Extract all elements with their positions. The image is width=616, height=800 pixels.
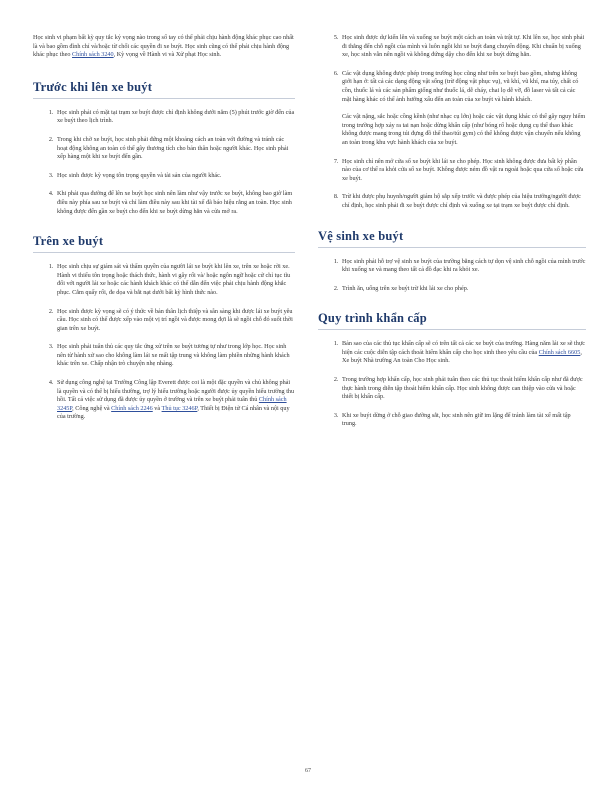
list-item: 1. Học sinh chịu sự giám sát và thẩm quyền của người lái xe buýt khi lên xe, trên xe hoặc rời xe. Hành vi thiếu tôn trọng hoặc thách thức, hành vi gây rối và/ hoặc ngôn ngữ hoặc cử chỉ tục tĩu đối với người lái xe hoặc các hành khách khác có thể dẫn đến việc phải chịu hành động khắc phục. Cắm quấy rối, đe dọa và bắt nạt dưới bất kỳ hình thức nào. [55,263,295,297]
list-item: 4. Khi phải qua đường để lên xe buýt học sinh nên làm như vậy trước xe buýt, không bao giờ làm điều này phía sau xe buýt và chỉ làm điều này sau khi tài xế đã báo hiệu rằng an toàn. Học sinh không được đến gần xe buýt cho đến khi xe buýt dừng hẳn và cửa mở ra. [55,190,295,216]
section-heading: Quy trình khẩn cấp [318,311,586,330]
list-item [340,340,586,366]
list-item-text: , Thiết bị Điện tử Cá nhân và nội quy của trường. [57,404,290,421]
list-item: 1. Học sinh phải có mặt tại trạm xe buýt được chỉ định không dưới năm (5) phút trước giờ đến của xe buýt theo lịch trình. [55,109,295,126]
list-item-text: Các vật dụng không được phép trong trường học cũng như trên xe buýt bao gồm, nhưng không giới hạn ở: tất cả các dạng động vật sống (trừ động vật phục vụ), vũ khí, vũ khí, ma túy, chất có cồn, thuốc lá và các sản phẩm giống như thuốc lá, dễ cháy, chai lọ dễ vỡ, đồ laser và tất cả các mặt hàng khác có thể ảnh hưởng xấu đến an toàn của xe buýt và hành khách. [342,69,579,103]
section-before-boarding [33,80,295,216]
section-on-bus [33,234,295,422]
list-item: 3. Học sinh phải tuân thủ các quy tắc ứng xử trên xe buýt tương tự như trong lớp học. Học sinh nên từ hành xử sao cho không làm lái xe mất tập trung và không làm phiền những hành khách khác trên xe. Chấp nhận trò chuyện nhẹ nhàng. [55,343,295,369]
list-item-text: và [154,404,161,412]
policy-2246-link[interactable]: Chính sách 2246 [111,404,153,412]
emergency-list [318,340,586,429]
section-emergency-procedures [318,311,586,429]
list-item [55,379,295,422]
list-item-text: Bản sao của các thủ tục khẩn cấp sẽ có trên tất cả các xe buýt của trường. Hàng năm lái xe sẽ thực hiện các cuộc diễn tập cách thoát hiểm khẩn cấp cho học sinh theo yêu cầu của [342,340,585,356]
policy-3240-link[interactable]: Chính sách 3240 [72,51,114,59]
on-bus-list [33,263,295,422]
intro-text-after: , Kỳ vọng về Hành vi và Xử phạt Học sinh. [113,51,222,59]
left-column [33,34,295,440]
list-item: 1. Học sinh phải hỗ trợ vệ sinh xe buýt của trường bằng cách tự dọn vệ sinh chỗ ngồi của mình trước khi xuống xe và mang theo tất cả đồ đạc khi ra khỏi xe. [340,258,586,275]
section-heading: Vệ sinh xe buýt [318,229,586,248]
list-item: 3. Khi xe buýt dừng ở chỗ giao đường sắt, học sinh nên giữ im lặng để tránh làm tài xế mất tập trung. [340,412,586,429]
on-bus-list-continued [318,34,586,211]
policy-6605-link[interactable]: Chính sách 6605 [538,348,581,356]
list-item: 2. Trong trường hợp khẩn cấp, học sinh phải tuân theo các thủ tục thoát hiểm khẩn cấp như đã được thực hành trong diễn tập thoát hiểm khẩn cấp. Học sinh không được can thiệp vào cửa và hoặc thiết bị khẩn cấp. [340,376,586,402]
list-item: 8. Trừ khi được phụ huynh/người giám hộ sắp xếp trước và được phép của hiệu trưởng/người được chỉ định, học sinh phải đi xe buýt được chỉ định và xuống xe tại trạm xe buýt được chỉ định. [340,193,586,210]
intro-paragraph [33,34,295,60]
list-item-text: Sử dụng công nghệ tại Trường Công lập Everett được coi là một đặc quyền và chủ không phải là quyền và có thể bị hiểu thường, trợ lý hiểu trường hoặc người được ủy quyền hiểu trưởng thu hồi. Tất cả việc sử dụng đã được ủy quyền ở trường và trên xe buýt phải tuân thủ [57,379,295,404]
list-item [340,70,586,148]
list-item: 2. Học sinh được kỳ vọng sẽ có ý thức về bản thân lịch thiệp và sẵn sàng khi được lái xe buýt yêu cầu. Học sinh có thể được xếp vào một vị trí ngồi và được mong đợi là sẽ ngồi chỗ đó suốt thời gian trên xe buýt. [55,308,295,334]
procedure-3246p-link[interactable]: Thủ tục 3246P [161,404,198,412]
page-number: 67 [305,768,311,774]
section-bus-cleaning [318,229,586,294]
list-item-text: , Công nghệ và [72,404,110,412]
list-item-subparagraph: Các vật nặng, sắc hoặc cồng kềnh (như nhạc cụ lớn) hoặc các vật dụng khác có thể gây nguy hiểm trong trường hợp xảy ra tai nạn hoặc dừng khẩn cấp (như bóng rổ hoặc dụng cụ thể thao khác không được mang trong túi đựng đồ thể thao/túi gym) có thể không được vận chuyển nếu không an toàn trong khu vực hành khách của xe buýt. [342,113,586,146]
before-boarding-list [33,109,295,216]
list-item: 7. Học sinh chỉ nên mở cửa sổ xe buýt khi lái xe cho phép. Học sinh không được đưa bất kỳ phần nào của cơ thể ra khỏi cửa sổ xe buýt. Không được ném đồ vật ra ngoài hoặc qua cửa sổ hoặc cửa xe buýt. [340,158,586,184]
section-heading: Trước khi lên xe buýt [33,80,295,99]
intro-text: Học sinh vi phạm bất kỳ quy tắc kỷ vọng nào trong sổ tay có thể phải chịu hành động khác phục cao nhất là và bao gồm đình chỉ và/hoặc từ chối các quyền đi xe buýt. Học sinh cũng có thể phải chịu hành động khác phục theo [33,34,294,59]
bus-cleaning-list [318,258,586,294]
list-item: 2. Trình ăn, uống trên xe buýt trừ khi lái xe cho phép. [340,285,586,294]
section-on-bus-continued [318,34,586,211]
policy-3245p-link[interactable]: Chính sách 3245P [57,396,287,412]
list-item-text: , Xe buýt Nhà trường An toàn Cho Học sinh. [342,348,582,365]
section-heading: Trên xe buýt [33,234,295,253]
right-column [318,34,586,447]
list-item: 5. Học sinh được dự kiến lên và xuống xe buýt một cách an toàn và trật tự. Khi lên xe, học sinh phải đi thẳng đến chỗ ngồi của mình và luôn ngồi khi xe buýt đang chuyển động. Khi chuẩn bị xuống xe, học sinh vẫn nên ngồi và không đứng dậy cho đến khi xe buýt dừng hẳn. [340,34,586,60]
list-item: 3. Học sinh được kỳ vọng tôn trọng quyền và tài sản của người khác. [55,172,295,181]
list-item: 2. Trong khi chờ xe buýt, học sinh phải đứng một khoảng cách an toàn với đường và tránh các hoạt động không an toàn có thể gây thương tích cho bản thân hoặc người khác. Học sinh phải xếp hàng một khi xe buýt đến gần. [55,136,295,162]
